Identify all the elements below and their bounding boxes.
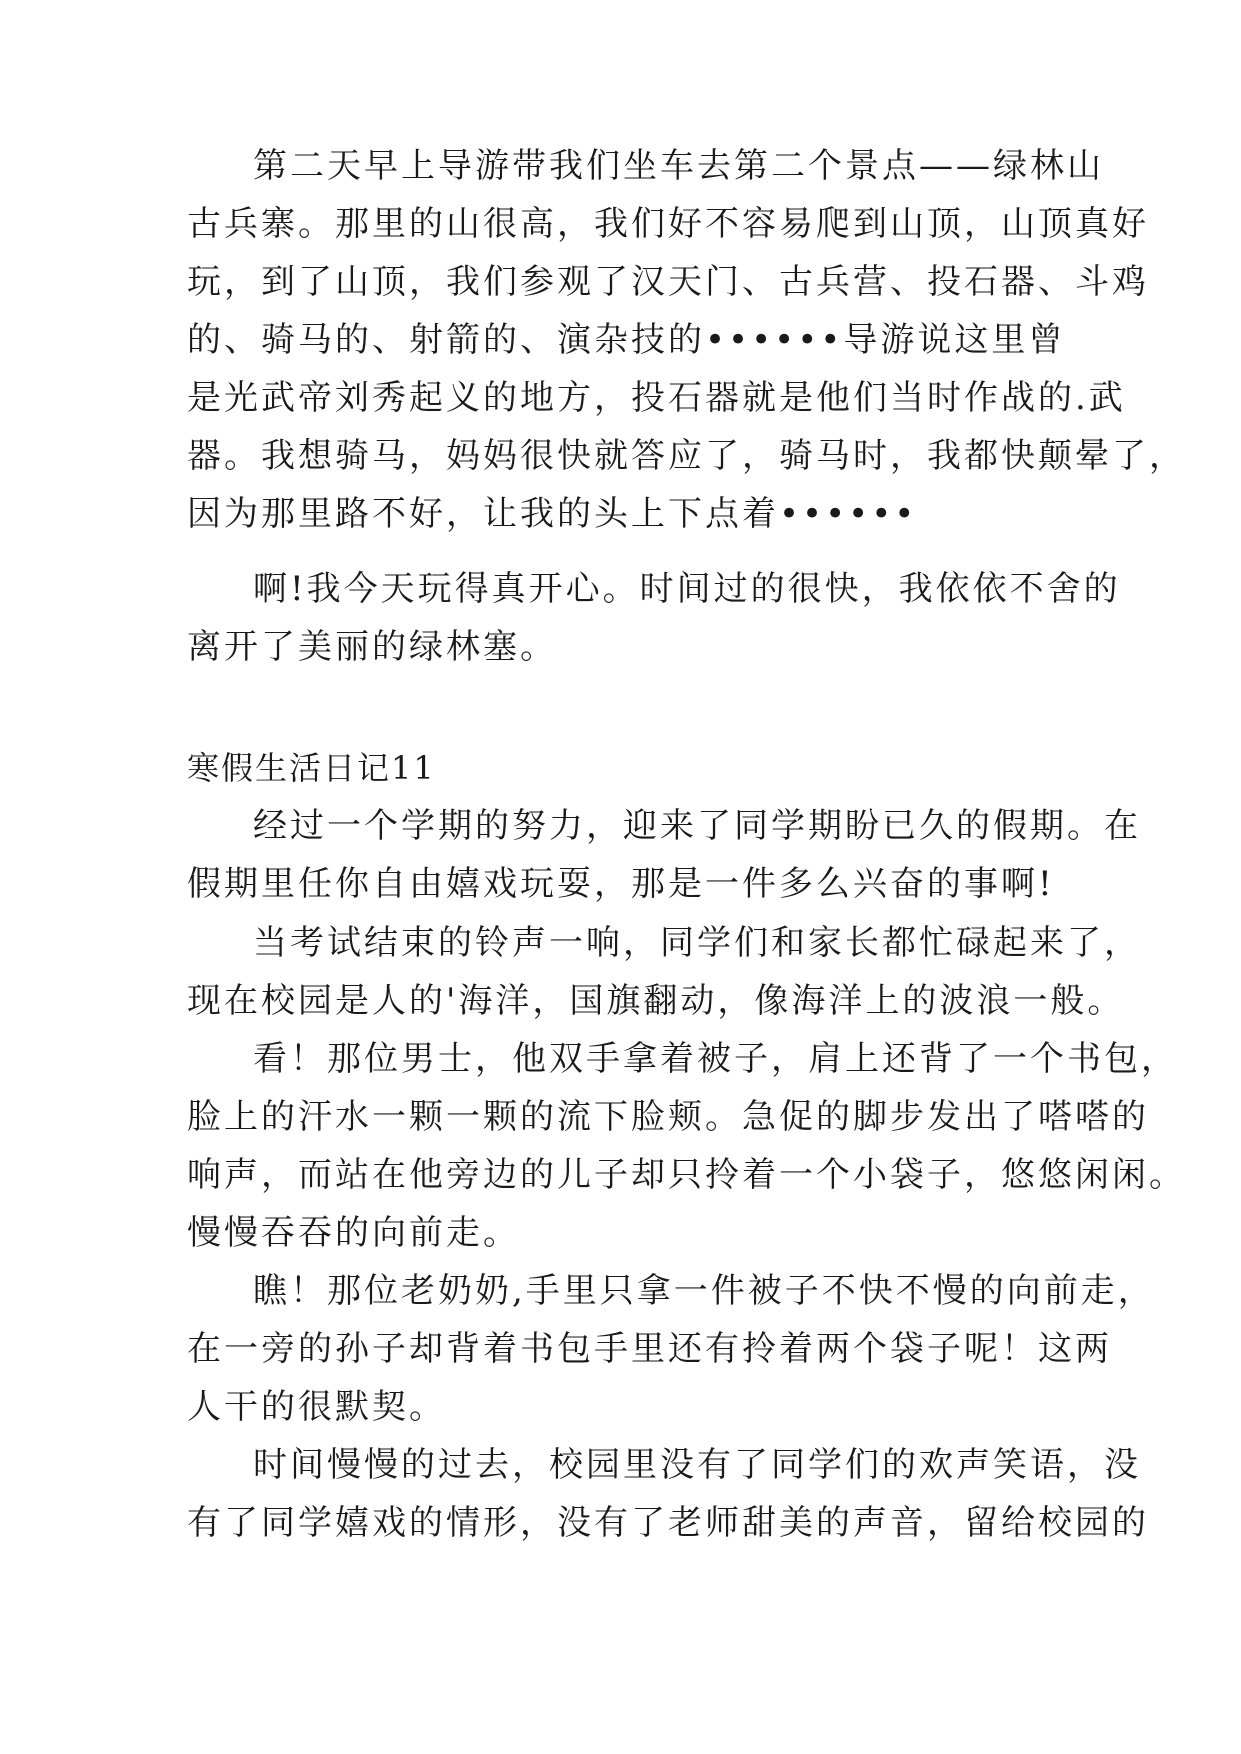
paragraph-grandma bbox=[187, 1262, 1155, 1436]
text-line: 人干的很默契。 bbox=[187, 1387, 446, 1427]
text-line: 假期里任你自由嬉戏玩耍，那是一件多么兴奋的事啊! bbox=[187, 864, 1055, 904]
text-line: 器。我想骑马，妈妈很快就答应了，骑马时，我都快颠晕了， bbox=[187, 436, 1186, 476]
text-line: 第二天早上导游带我们坐车去第二个景点——绿林山 bbox=[253, 146, 1104, 186]
text-line: 脸上的汗水一颗一颗的流下脸颊。急促的脚步发出了嗒嗒的 bbox=[187, 1097, 1149, 1137]
paragraph-man-with-quilt bbox=[187, 1030, 1186, 1262]
text-line: 在一旁的孙子却背着书包手里还有拎着两个袋子呢！这两 bbox=[187, 1329, 1112, 1369]
text-line: 啊!我今天玩得真开心。时间过的很快，我依依不舍的 bbox=[253, 569, 1121, 609]
text-line: 古兵寨。那里的山很高，我们好不容易爬到山顶，山顶真好 bbox=[187, 204, 1149, 244]
text-line: 离开了美丽的绿林塞。 bbox=[187, 627, 557, 667]
text-line: 经过一个学期的努力，迎来了同学期盼已久的假期。在 bbox=[253, 806, 1141, 846]
text-line: 时间慢慢的过去，校园里没有了同学们的欢声笑语，没 bbox=[253, 1445, 1141, 1485]
paragraph-exam-bell bbox=[187, 914, 1141, 1030]
paragraph-holiday-arrives bbox=[187, 797, 1141, 913]
text-line: 当考试结束的铃声一响，同学们和家长都忙碌起来了， bbox=[253, 923, 1141, 963]
text-line: 响声，而站在他旁边的儿子却只拎着一个小袋子，悠悠闲闲。 bbox=[187, 1155, 1186, 1195]
text-line: 现在校园是人的'海洋，国旗翻动，像海洋上的波浪一般。 bbox=[187, 981, 1125, 1021]
paragraph-happy-day bbox=[187, 560, 1121, 676]
text-line: 瞧！那位老奶奶,手里只拿一件被子不快不慢的向前走， bbox=[253, 1271, 1155, 1311]
text-line: 慢慢吞吞的向前走。 bbox=[187, 1213, 520, 1253]
text-line: 看！那位男士，他双手拿着被子，肩上还背了一个书包， bbox=[253, 1039, 1178, 1079]
text-line: 玩，到了山顶，我们参观了汉天门、古兵营、投石器、斗鸡 bbox=[187, 262, 1149, 302]
paragraph-time-passes bbox=[187, 1436, 1149, 1552]
text-line: 因为那里路不好，让我的头上下点着•••••• bbox=[187, 494, 918, 534]
text-line: 的、骑马的、射箭的、演杂技的••••••导游说这里曾 bbox=[187, 320, 1066, 360]
text-line: 有了同学嬉戏的情形，没有了老师甜美的声音，留给校园的 bbox=[187, 1503, 1149, 1543]
text-line: 是光武帝刘秀起义的地方，投石器就是他们当时作战的.武 bbox=[187, 378, 1126, 418]
diary-title: 寒假生活日记11 bbox=[187, 749, 436, 787]
paragraph-trip-day-two bbox=[187, 137, 1186, 543]
